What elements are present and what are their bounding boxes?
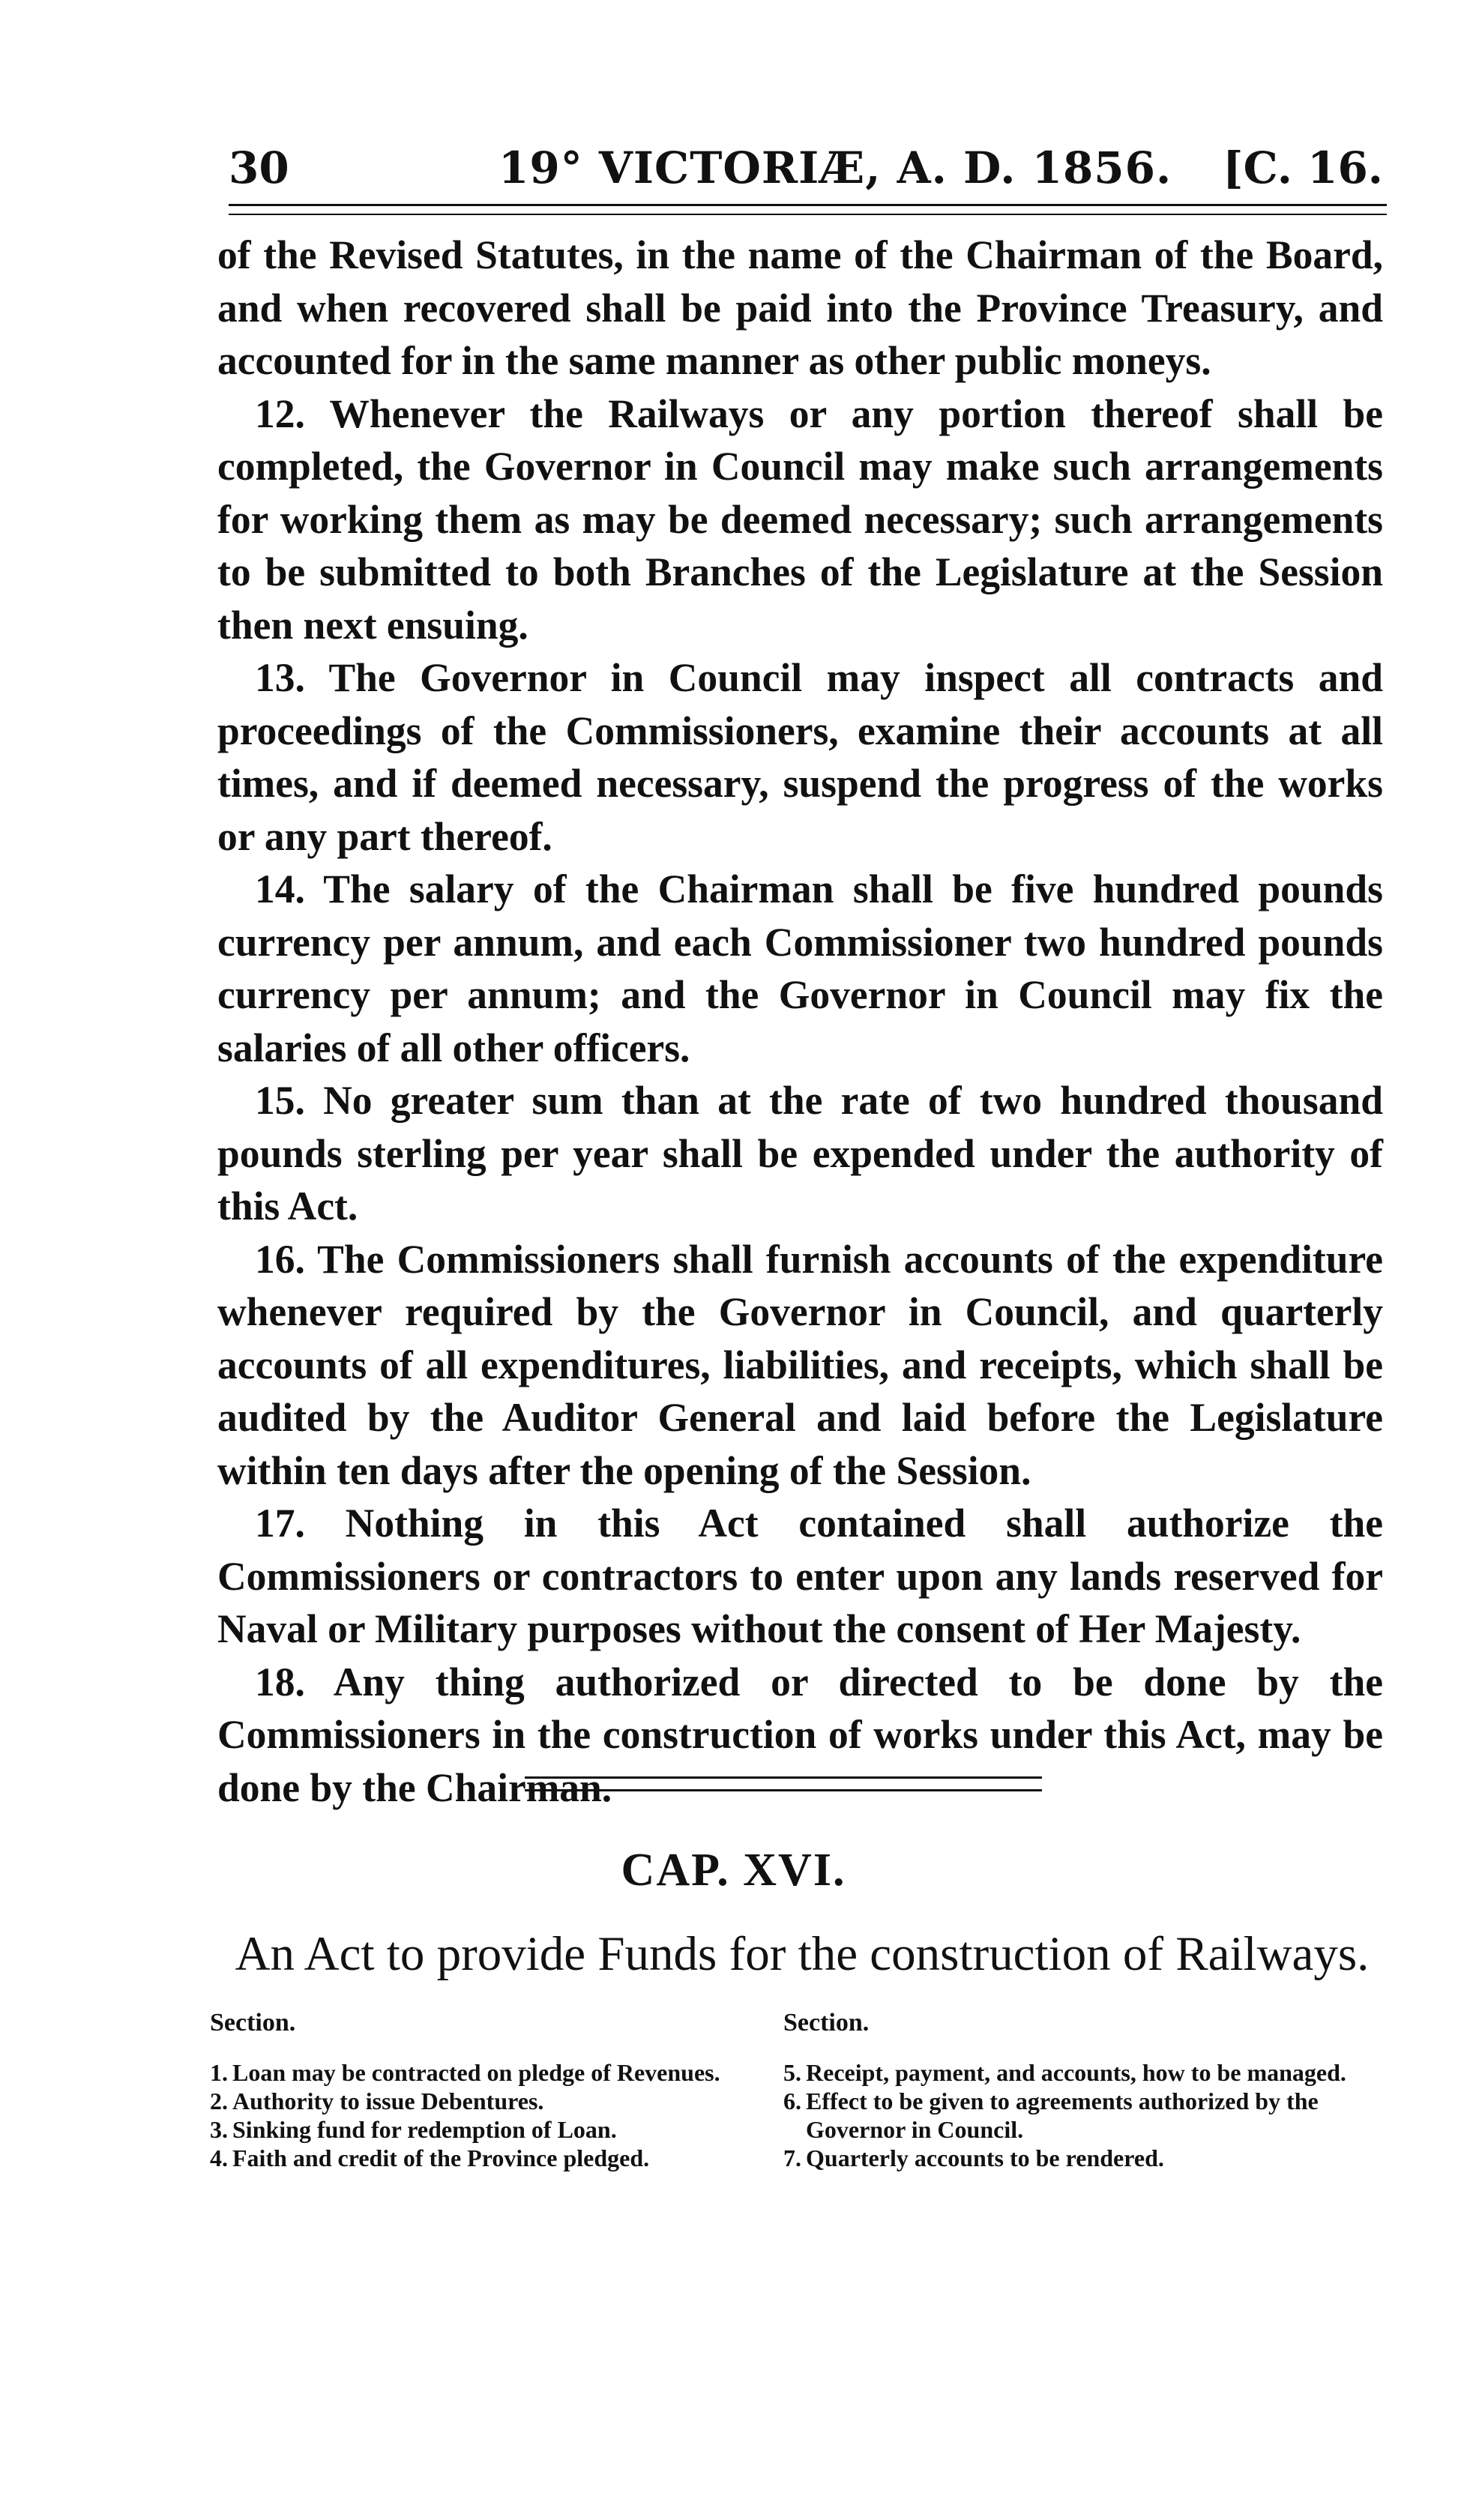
- body-text: [217, 229, 1383, 1814]
- contents-item-number: 4.: [210, 2144, 228, 2171]
- contents-right-header: Section.: [783, 2009, 870, 2037]
- contents-item: [783, 2058, 1383, 2087]
- section-12: 12. Whenever the Railways or any portion thereof shall be completed, the Governor in Council may make such arrangements for working them as may be deemed necessary; such arrangements to be submitted to both Branches of the Legislature at the Session then next ensuing.: [217, 391, 1383, 648]
- contents-left-column: [210, 2009, 780, 2172]
- section-17: 17. Nothing in this Act contained shall authorize the Commissioners or contractors to enter upon any lands reserved for Naval or Military purposes without the consent of Her Majesty.: [217, 1501, 1383, 1651]
- contents-item-number: 6.: [783, 2088, 801, 2114]
- contents-item-text: Sinking fund for redemption of Loan.: [232, 2116, 617, 2143]
- page-number: 30: [229, 142, 289, 193]
- contents-item: [783, 2144, 1383, 2172]
- contents-item: [783, 2087, 1383, 2144]
- contents-item-number: 1.: [210, 2059, 228, 2086]
- contents-item-text: Authority to issue Debentures.: [232, 2088, 544, 2114]
- section-15: 15. No greater sum than at the rate of two hundred thousand pounds sterling per year shall be expended under the authority of this Act.: [217, 1078, 1383, 1229]
- contents-item: [210, 2115, 780, 2144]
- section-18: 18. Any thing authorized or directed to be done by the Commissioners in the construction of works under this Act, may be done by the Chairman.: [217, 1659, 1383, 1810]
- contents-item-text: Faith and credit of the Province pledged.: [232, 2144, 650, 2171]
- contents-item-text: Effect to be given to agreements authorized by the Governor in Council.: [806, 2088, 1319, 2143]
- contents-item: [210, 2058, 780, 2087]
- running-title: 19° VICTORIÆ, A. D. 1856.: [498, 142, 1172, 193]
- contents-item-text: Loan may be contracted on pledge of Revenues.: [232, 2059, 720, 2086]
- section-14: 14. The salary of the Chairman shall be five hundred pounds currency per annum, and each Commissioner two hundred pounds currency per annum; and the Governor in Council may fix the salaries of all other officers.: [217, 866, 1383, 1070]
- chapter-reference: [C. 16.: [1223, 142, 1383, 193]
- continuation-paragraph: of the Revised Statutes, in the name of the Chairman of the Board, and when recovered shall be paid into the Province Treasury, and accounted for in the same manner as other public moneys.: [217, 232, 1383, 383]
- contents-right-column: [783, 2009, 1383, 2172]
- chapter-heading: CAP. XVI.: [621, 1845, 846, 1896]
- contents-item: [210, 2087, 780, 2115]
- contents-item-number: 2.: [210, 2088, 228, 2114]
- contents-item-text: Quarterly accounts to be rendered.: [806, 2144, 1164, 2171]
- running-head: [221, 142, 1391, 202]
- contents-item-number: 3.: [210, 2116, 228, 2143]
- contents-item-number: 7.: [783, 2144, 801, 2171]
- contents-item: [210, 2144, 780, 2172]
- contents-item-number: 5.: [783, 2059, 801, 2086]
- contents-left-header: Section.: [210, 2009, 296, 2037]
- act-title: An Act to provide Funds for the construction of Railways.: [235, 1927, 1370, 1981]
- contents-item-text: Receipt, payment, and accounts, how to be managed.: [806, 2059, 1346, 2086]
- section-13: 13. The Governor in Council may inspect all contracts and proceedings of the Commissioners, examine their accounts at all times, and if deemed necessary, suspend the progress of the works or any part thereof.: [217, 655, 1383, 859]
- header-rule: [229, 204, 1387, 215]
- chapter-separator-rule: [525, 1776, 1042, 1791]
- section-16: 16. The Commissioners shall furnish accounts of the expenditure whenever required by the Governor in Council, and quarterly accounts of all expenditures, liabilities, and receipts, which shall be audited by the Auditor General and laid before the Legislature within ten days after the opening of the Session.: [217, 1236, 1383, 1493]
